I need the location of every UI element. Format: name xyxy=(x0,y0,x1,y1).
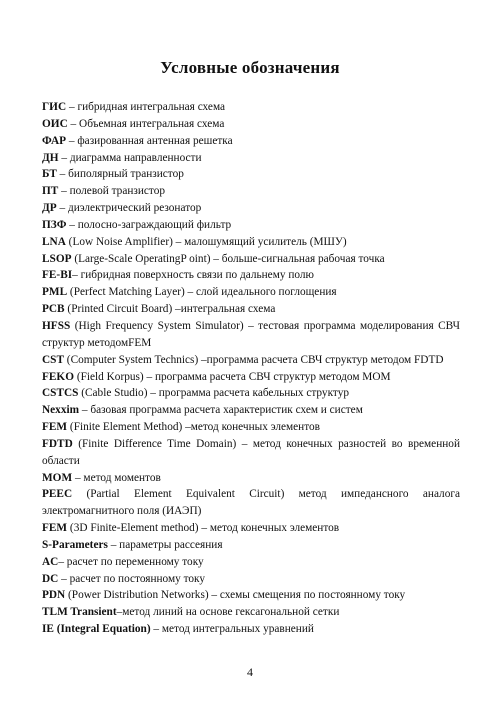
abbreviation-entry xyxy=(42,520,460,537)
abbreviation-entry xyxy=(42,402,460,419)
abbreviation-definition: – диэлектрический резонатор xyxy=(56,202,202,215)
abbreviation-entry xyxy=(42,133,460,150)
abbreviation-definition: – метод моментов xyxy=(72,471,161,484)
abbreviation-definition: – фазированная антенная решетка xyxy=(66,134,233,147)
abbreviation-definition: (Power Distribution Networks) – схемы смещения по постоянному току xyxy=(65,589,406,602)
abbreviation-entry xyxy=(42,554,460,571)
abbreviation-entry xyxy=(42,537,460,554)
abbreviation-term: FEM xyxy=(42,421,68,434)
abbreviation-definition: – полевой транзистор xyxy=(58,185,165,198)
abbreviation-entry xyxy=(42,604,460,621)
abbreviation-definition: (Partial Element Equivalent Circuit) метод импедансного аналога электромагнитного поля (ИАЭП) xyxy=(42,488,460,518)
abbreviation-definition: (Finite Element Method) –метод конечных элементов xyxy=(67,421,320,434)
abbreviation-term: LNA xyxy=(42,235,66,248)
abbreviation-term: FEKO xyxy=(42,370,75,383)
abbreviation-definition: (Finite Difference Time Domain) – метод конечных разностей во временной области xyxy=(42,437,460,467)
abbreviation-term: PML xyxy=(42,286,68,299)
abbreviation-term: ПТ xyxy=(42,185,59,198)
abbreviation-term: CSTCS xyxy=(42,387,79,400)
abbreviation-definition: (Printed Circuit Board) –интегральная схема xyxy=(64,303,276,316)
abbreviation-term: AC xyxy=(42,555,59,568)
abbreviation-definition: (Low Noise Amplifier) – малошумящий усилитель (МШУ) xyxy=(65,235,347,248)
abbreviation-definition: – расчет по переменному току xyxy=(58,555,204,568)
abbreviation-definition: – базовая программа расчета характеристик схем и систем xyxy=(79,404,363,417)
abbreviation-entry xyxy=(42,470,460,487)
abbreviation-term: ФАР xyxy=(42,134,67,147)
abbreviation-definition: – метод интегральных уравнений xyxy=(150,623,314,636)
abbreviation-definition: – Объемная интегральная схема xyxy=(67,117,225,130)
abbreviation-definition: (Cable Studio) – программа расчета кабельных структур xyxy=(78,387,350,400)
abbreviation-entry xyxy=(42,116,460,133)
abbreviation-entry xyxy=(42,587,460,604)
abbreviation-entry xyxy=(42,385,460,402)
abbreviation-term: MOM xyxy=(42,471,73,484)
abbreviation-term: FEM xyxy=(42,522,68,535)
abbreviation-definition: – полосно-заграждающий фильтр xyxy=(66,218,232,231)
abbreviation-definition: (Large-Scale OperatingP oint) – больше-сигнальная рабочая точка xyxy=(71,252,385,265)
abbreviation-definition: – диаграмма направленности xyxy=(58,151,202,164)
abbreviation-definition: – параметры рассеяния xyxy=(107,538,223,551)
abbreviation-definition: –метод линий на основе гексагональной сетки xyxy=(116,606,340,619)
abbreviation-definition: – расчет по постоянному току xyxy=(58,572,206,585)
abbreviation-entry xyxy=(42,436,460,470)
abbreviation-entry xyxy=(42,571,460,588)
abbreviation-entry xyxy=(42,166,460,183)
abbreviation-entry xyxy=(42,369,460,386)
abbreviation-term: БТ xyxy=(42,168,57,181)
abbreviation-entry xyxy=(42,486,460,520)
abbreviation-term: CST xyxy=(42,353,64,366)
abbreviation-term: S-Parameters xyxy=(42,538,108,551)
abbreviation-entry xyxy=(42,621,460,638)
abbreviation-term: PDN xyxy=(42,589,66,602)
abbreviation-entry xyxy=(42,217,460,234)
abbreviation-definition: – гибридная интегральная схема xyxy=(66,101,226,113)
abbreviation-definition: (3D Finite-Element method) – метод конечных элементов xyxy=(67,522,340,535)
abbreviation-definition: (Field Korpus) – программа расчета СВЧ структур методом MOM xyxy=(74,370,391,383)
abbreviation-definition: (High Frequency System Simulator) – тестовая программа моделирования СВЧ структур методомFEM xyxy=(42,319,460,349)
abbreviation-entry xyxy=(42,183,460,200)
abbreviation-term: ДН xyxy=(42,151,59,164)
abbreviation-definition: (Computer System Technics) –программа расчета СВЧ структур методом FDTD xyxy=(63,353,444,366)
abbreviation-term: LSOP xyxy=(42,252,72,265)
abbreviation-term: PCB xyxy=(42,303,65,316)
abbreviation-definition: (Perfect Matching Layer) – слой идеального поглощения xyxy=(67,286,337,299)
abbreviation-term: ГИС xyxy=(42,101,67,113)
abbreviation-term: TLM Transient xyxy=(42,606,117,619)
abbreviation-entry xyxy=(42,234,460,251)
abbreviation-term: HFSS xyxy=(42,319,71,332)
abbreviation-entry xyxy=(42,301,460,318)
abbreviation-entry xyxy=(42,419,460,436)
abbreviation-term: ОИС xyxy=(42,117,68,130)
abbreviation-entry xyxy=(42,352,460,369)
abbreviation-entry xyxy=(42,200,460,217)
abbreviation-term: FDTD xyxy=(42,437,73,450)
abbreviation-entry xyxy=(42,99,460,116)
abbreviation-entry xyxy=(42,318,460,352)
abbreviation-term: PEEC xyxy=(42,488,73,501)
abbreviation-entry xyxy=(42,267,460,284)
page-title: Условные обозначения xyxy=(160,58,340,77)
abbreviation-definition: – биполярный транзистор xyxy=(56,168,184,181)
abbreviation-term: DC xyxy=(42,572,59,585)
abbreviation-term: ДР xyxy=(42,202,57,215)
abbreviation-entry xyxy=(42,284,460,301)
page-number: 4 xyxy=(247,665,253,679)
abbreviation-term: FE-BI xyxy=(42,269,73,282)
abbreviation-term: ПЗФ xyxy=(42,218,67,231)
abbreviation-term: Nexxim xyxy=(42,404,80,417)
abbreviation-list xyxy=(42,99,460,638)
abbreviation-entry xyxy=(42,251,460,268)
abbreviation-definition: – гибридная поверхность связи по дальнему полю xyxy=(72,269,314,282)
abbreviation-term: IE (Integral Equation) xyxy=(42,623,151,636)
abbreviation-entry xyxy=(42,150,460,167)
